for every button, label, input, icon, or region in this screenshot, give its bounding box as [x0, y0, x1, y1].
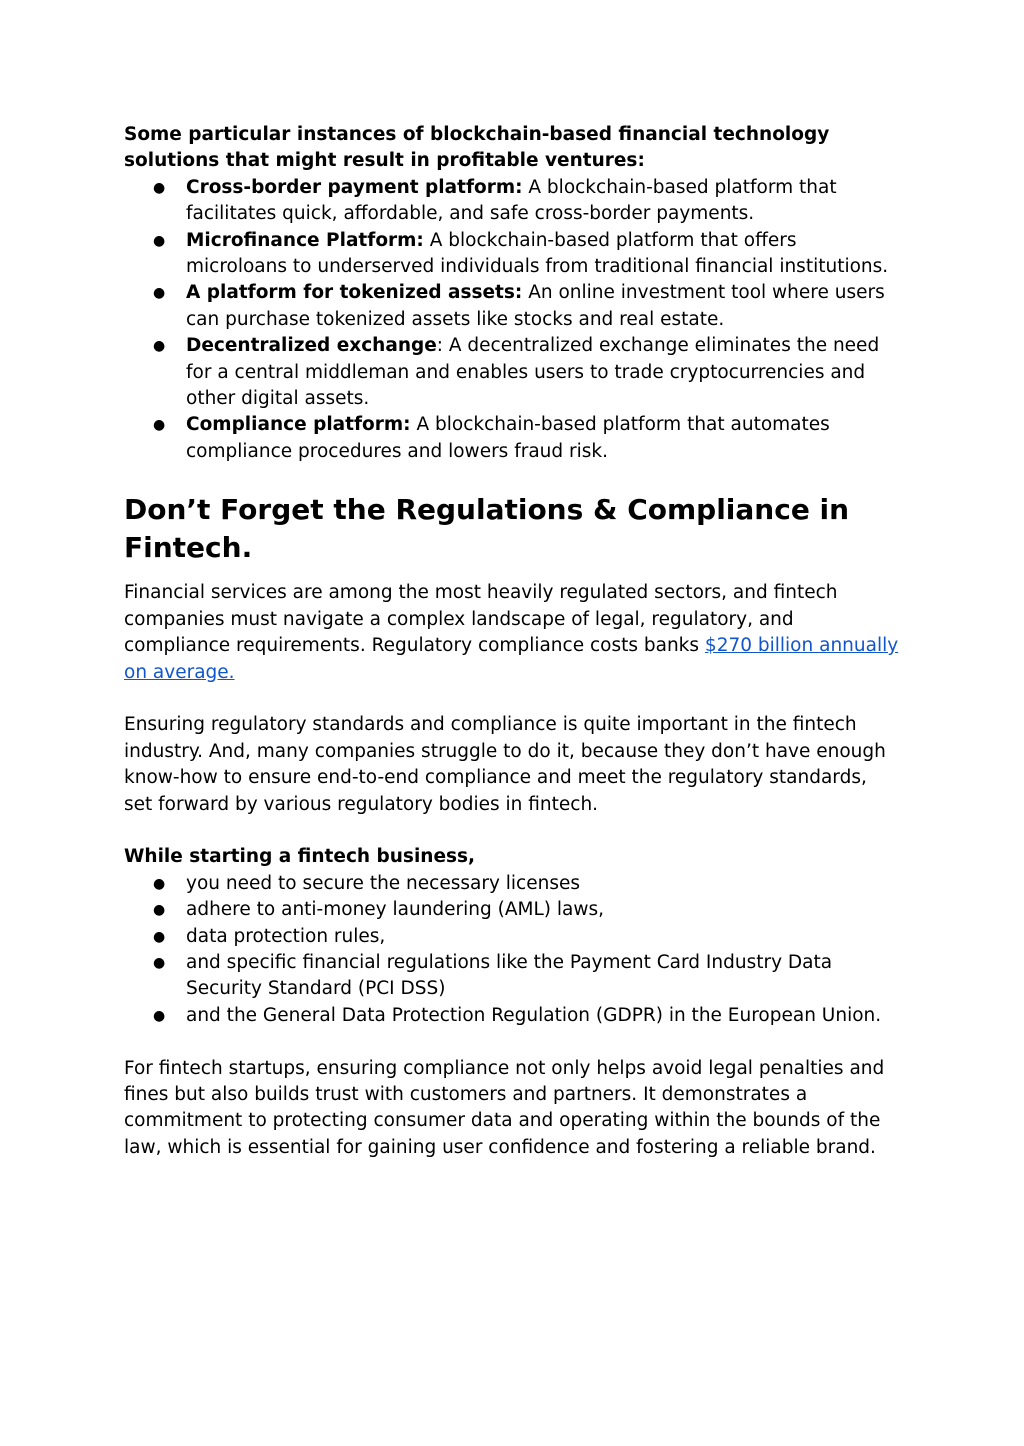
list-item-desc: A blockchain-based platform that automates compliance procedures and lowers fraud risk.	[186, 414, 830, 462]
list-heading: While starting a fintech business,	[124, 846, 476, 868]
compliance-cost-link[interactable]: $270 billion annually on average.	[124, 635, 899, 683]
list-item-desc: : A decentralized exchange eliminates the need for a central middleman and enables users to trade cryptocurrencies and other digital assets.	[186, 335, 880, 410]
paragraph-standards: Ensuring regulatory standards and compliance is quite important in the fintech industry. And, many companies struggle to do it, because they don’t have enough know-how to ensure end-to-end compliance and meet the regulatory standards, set forward by various regulatory bodies in fintech.	[124, 714, 886, 815]
list-item-desc: A blockchain-based platform that facilitates quick, affordable, and safe cross-border payments.	[186, 176, 837, 225]
requirements-list	[124, 871, 900, 1029]
paragraph-text: Financial services are among the most heavily regulated sectors, and fintech companies must navigate a complex landscape of legal, regulatory, and compliance requirements. Regulatory compliance costs banks	[124, 582, 838, 657]
list-item: ● data protection rules,	[124, 924, 900, 950]
spacer	[124, 1029, 900, 1055]
list-item: ● and specific financial regulations like the Payment Card Industry Data Security Standard (PCI DSS)	[124, 950, 900, 1003]
list-item	[124, 228, 900, 281]
list-item-term: Microfinance Platform:	[186, 229, 424, 251]
list-item-term: A platform for tokenized assets:	[186, 282, 523, 304]
spacer	[124, 686, 900, 712]
spacer	[124, 818, 900, 844]
list-item-desc: A blockchain-based platform that offers microloans to underserved individuals from traditional financial institutions.	[186, 229, 889, 278]
list-item: ● and the General Data Protection Regulation (GDPR) in the European Union.	[124, 1003, 900, 1029]
list-item-term: Compliance platform:	[186, 414, 411, 436]
list-item	[124, 333, 900, 412]
list-item	[124, 175, 900, 228]
paragraph-regulated-sectors	[124, 580, 900, 686]
list-item	[124, 280, 900, 333]
paragraph-startups: For fintech startups, ensuring compliance not only helps avoid legal penalties and fines but also builds trust with customers and partners. It demonstrates a commitment to protecting consumer data and operating within the bounds of the law, which is essential for gaining user confidence and fostering a reliable brand.	[124, 1057, 885, 1158]
list-item-term: Decentralized exchange	[186, 335, 437, 357]
venture-list	[124, 175, 900, 465]
list-item: ● adhere to anti-money laundering (AML) laws,	[124, 897, 900, 923]
section-title: Don’t Forget the Regulations & Compliance in Fintech.	[124, 493, 850, 565]
list-item-desc: An online investment tool where users can purchase tokenized assets like stocks and real estate.	[186, 282, 885, 330]
list-item: ● you need to secure the necessary licenses	[124, 871, 900, 897]
list-item	[124, 412, 900, 465]
list-item-term: Cross-border payment platform:	[186, 176, 523, 198]
intro-heading: Some particular instances of blockchain-based financial technology solutions that might result in profitable ventures:	[124, 124, 830, 172]
